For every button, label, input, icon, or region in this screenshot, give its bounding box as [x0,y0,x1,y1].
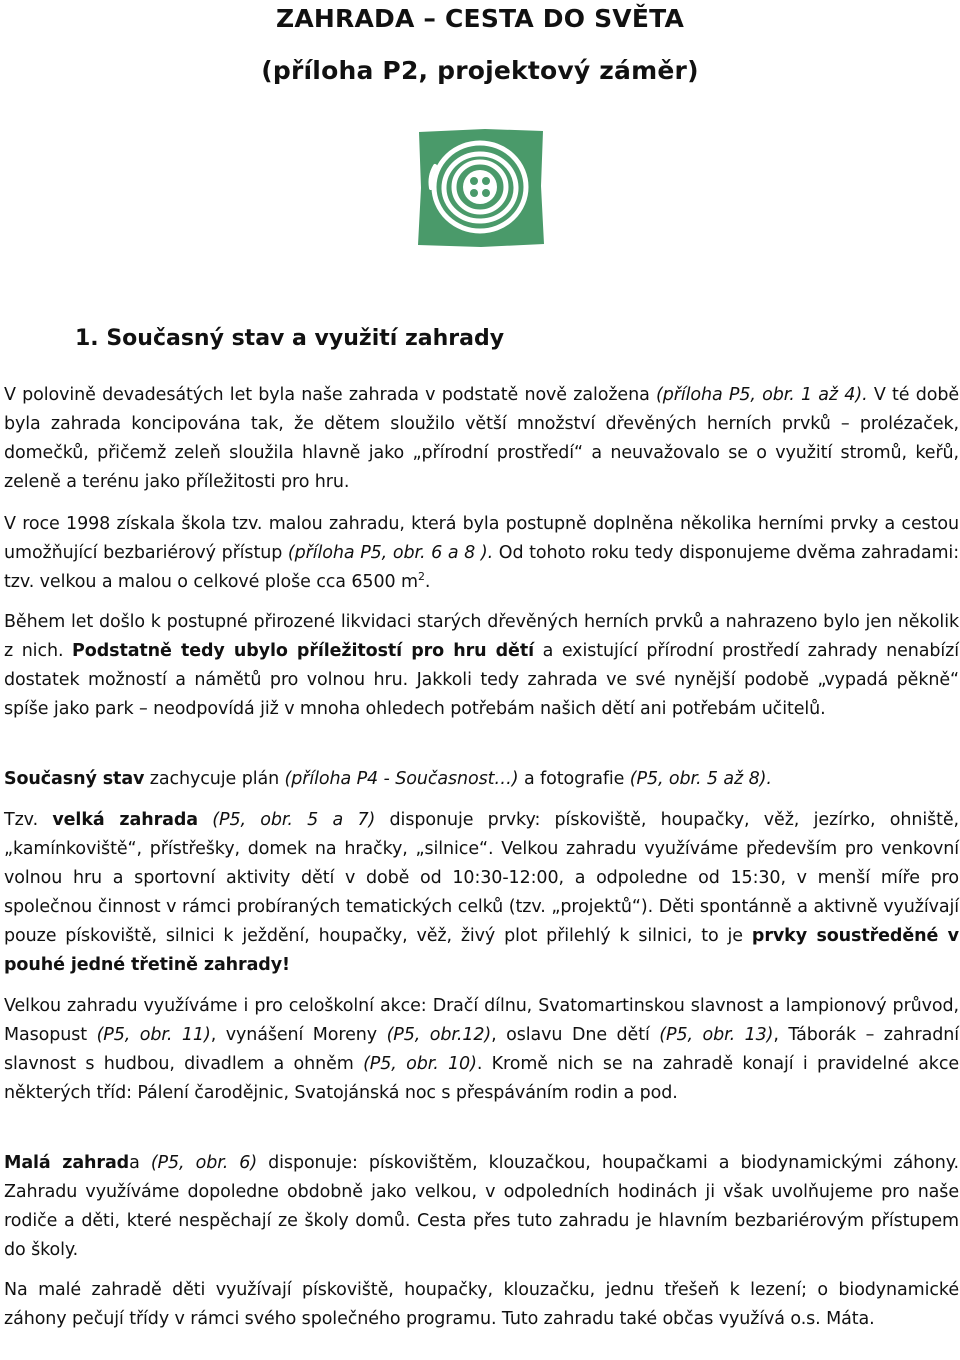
paragraph-decline: Během let došlo k postupné přirozené likvidaci starých dřevěných herních prvků a nahrazeno bylo jen několik z nich. Podstatně tedy ubylo příležitostí pro hru dětí a existující přírodní prostředí zahrady nenabízí dostatek možností a námětů pro volnou hru. Jakkoli tedy zahrada ve své nynější podobě „vypadá pěkně“ spíše jako park – neodpovídá již v mnoha ohledech potřebám našich dětí ani potřebám učitelů. [4,612,959,719]
document-subtitle: (příloha P2, projektový záměr) [261,56,699,85]
paragraph-small-garden: Malá zahrada (P5, obr. 6) disponuje: pískovištěm, klouzačkou, houpačkami a biodynamickými záhony. Zahradu využíváme dopoledne obdobně jako velkou, v odpoledních hodinách ji však uvolňujeme pro naše rodiče a děti, které nespěchají ze školy domů. Cesta přes tuto zahradu je hlavním bezbariérovým přístupem do školy. [4,1153,959,1260]
paragraph-intro: V polovině devadesátých let byla naše zahrada v podstatě nově založena (příloha P5, obr. 1 až 4). V té době byla zahrada koncipována tak, že dětem sloužilo větší množství dřevěných herních prvků – prolézaček, domečků, přičemž zeleň sloužila hlavně jako „přírodní prostředí“ a neuvažovalo se o využití stromů, keřů, zeleně a terénu jako příležitosti pro hru. [4,385,959,492]
paragraph-school-events: Velkou zahradu využíváme i pro celoškolní akce: Dračí dílnu, Svatomartinskou slavnost a lampionový průvod, Masopust (P5, obr. 11), vynášení Moreny (P5, obr.12), oslavu Dne dětí (P5, obr. 13), Táborák – zahradní slavnost s hudbou, divadlem a ohněm (P5, obr. 10). Kromě nich se na zahradě konají i pravidelné akce některých tříd: Pálení čarodějnic, Svatojánská noc s přespáváním rodin a pod. [4,996,960,1103]
document-title: ZAHRADA – CESTA DO SVĚTA [276,4,684,33]
paragraph-small-garden-history: V roce 1998 získala škola tzv. malou zahradu, která byla postupně doplněna několika herními prvky a cestou umožňující bezbariérový přístup (příloha P5, obr. 6 a 8 ). Od tohoto roku tedy disponujeme dvěma zahradami: tzv. velkou a malou o celkové ploše cca 6500 $m^2$. [4,514,959,592]
paragraph-current-state: Současný stav zachycuje plán (příloha P4 - Současnost…) a fotografie (P5, obr. 5 až 8). [4,769,772,789]
paragraph-small-garden-usage: Na malé zahradě děti využívají pískoviště, houpačky, klouzačku, jednu třešeň k lezení; o biodynamické záhony pečují třídy v rámci svého společného programu. Tuto zahradu také občas využívá o.s. Máta. [4,1280,959,1329]
spiral-button-logo-icon [415,126,546,248]
paragraph-big-garden: Tzv. velká zahrada (P5, obr. 5 a 7) disponuje prvky: pískoviště, houpačky, věž, jezírko, ohniště, „kamínkoviště“, přístřešky, domek na hračky, „silnice“. Velkou zahradu využíváme především pro venkovní volnou hru a sportovní aktivity dětí v době od 10:30-12:00, a odpoledne od 15:30, v menší míře pro společnou činnost v rámci probíraných tematických celků (tzv. „projektů“). Děti spontánně a aktivně využívají pouze pískoviště, silnici k ježdění, houpačky, věž, živý plot přilehlý k silnici, to je prvky soustředěné v pouhé jedné třetině zahrady! [4,810,960,975]
section-heading: 1. Současný stav a využití zahrady [75,326,505,351]
